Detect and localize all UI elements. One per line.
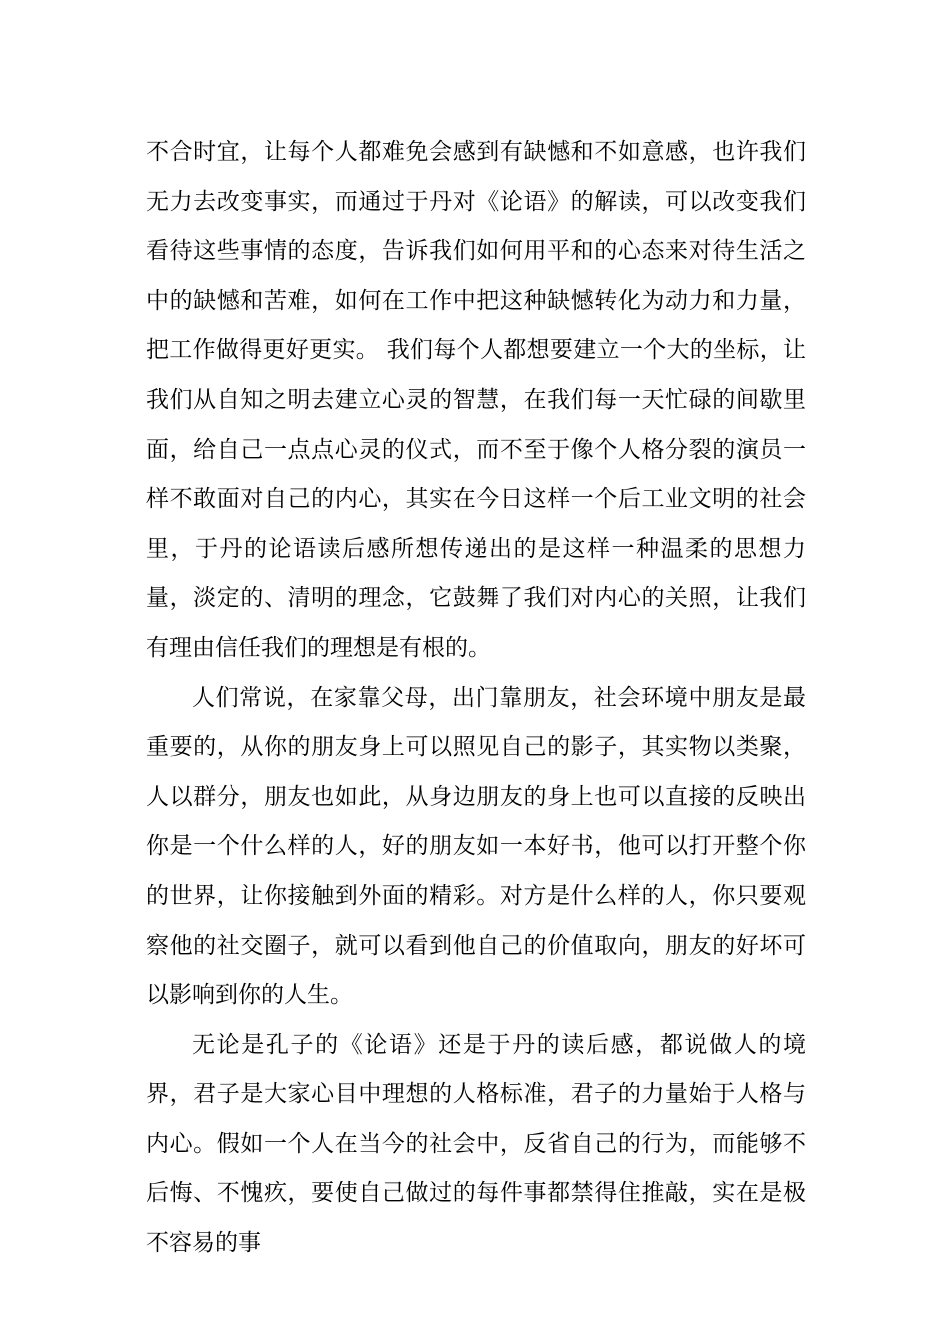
paragraph-2: 人们常说，在家靠父母，出门靠朋友，社会环境中朋友是最重要的，从你的朋友身上可以照见自己的影子，其实物以类聚，人以群分，朋友也如此，从身边朋友的身上也可以直接的反映出你是一个什么样的人，好的朋友如一本好书，他可以打开整个你的世界，让你接触到外面的精彩。对方是什么样的人，你只要观察他的社交圈子，就可以看到他自己的价值取向，朋友的好坏可以影响到你的人生。 bbox=[146, 684, 806, 1009]
paragraph-1: 不合时宜，让每个人都难免会感到有缺憾和不如意感，也许我们无力去改变事实，而通过于丹对《论语》的解读，可以改变我们看待这些事情的态度，告诉我们如何用平和的心态来对待生活之中的缺憾和苦难，如何在工作中把这种缺憾转化为动力和力量，把工作做得更好更实。 我们每个人都想要建立一个大的坐标，让我们从自知之明去建立心灵的智慧，在我们每一天忙碌的间歇里面，给自己一点点心灵的仪式，而不至于像个人格分裂的演员一样不敢面对自己的内心，其实在今日这样一个后工业文明的社会里，于丹的论语读后感所想传递出的是这样一种温柔的思想力量，淡定的、清明的理念，它鼓舞了我们对内心的关照，让我们有理由信任我们的理想是有根的。 bbox=[146, 139, 806, 661]
paragraph-3: 无论是孔子的《论语》还是于丹的读后感，都说做人的境界，君子是大家心目中理想的人格标准，君子的力量始于人格与内心。假如一个人在当今的社会中，反省自己的行为，而能够不后悔、不愧疚，要使自己做过的每件事都禁得住推敲，实在是极不容易的事 bbox=[146, 1031, 806, 1257]
body-text bbox=[146, 128, 806, 1269]
